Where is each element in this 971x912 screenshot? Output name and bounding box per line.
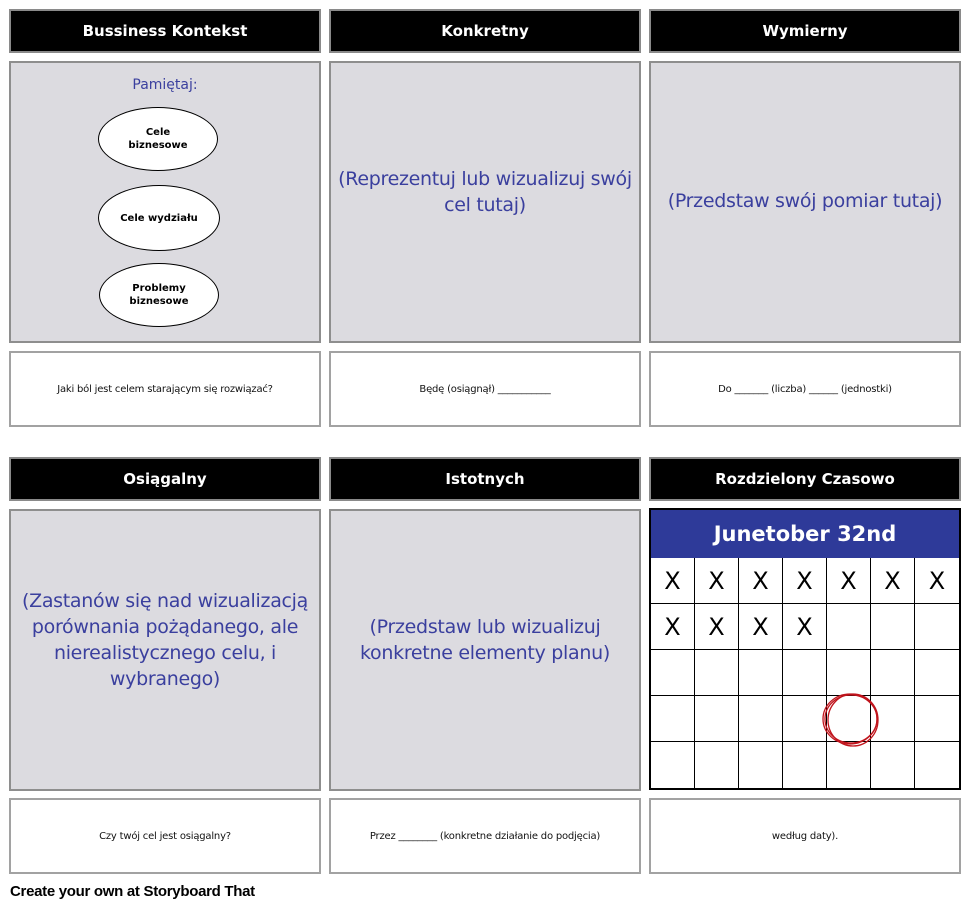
scene-text-specific: (Reprezentuj lub wizualizuj swój cel tutaj) [338,168,632,216]
calendar-day-cell [695,696,739,742]
calendar-day-cell [827,604,871,650]
panel-title-specific: Konkretny [329,9,641,53]
scene-text-measurable: (Przedstaw swój pomiar tutaj) [667,190,943,212]
panel-title-business-context: Bussiness Kontekst [9,9,321,53]
calendar-day-cell [783,742,827,788]
scene-specific [329,61,641,343]
panel-title-measurable: Wymierny [649,9,961,53]
oval-business-goals: Cele biznesowe [98,107,218,171]
calendar-day-cell [871,650,915,696]
calendar-day-cell [739,696,783,742]
calendar-day-cell [739,742,783,788]
caption-relevant: Przez ________ (konkretne działanie do podjęcia) [329,798,641,874]
caption-achievable: Czy twój cel jest osiągalny? [9,798,321,874]
calendar-day-cell: X [651,558,695,604]
calendar [649,508,961,790]
calendar-day-cell [915,696,959,742]
calendar-day-cell [871,604,915,650]
calendar-day-cell [827,742,871,788]
remember-label: Pamiętaj: [132,77,198,93]
caption-business-context: Jaki ból jest celem starającym się rozwiązać? [9,351,321,427]
calendar-day-cell: X [651,604,695,650]
scene-achievable [9,509,321,791]
calendar-day-cell [915,742,959,788]
calendar-day-cell [651,742,695,788]
calendar-day-cell [871,696,915,742]
calendar-day-cell: X [783,558,827,604]
caption-time-bound: według daty). [649,798,961,874]
calendar-day-cell [827,696,871,742]
calendar-day-cell [739,650,783,696]
scene-text-relevant: (Przedstaw lub wizualizuj konkretne elementy planu) [360,616,610,664]
calendar-day-cell [871,742,915,788]
calendar-day-cell [827,650,871,696]
scene-text-achievable: (Zastanów się nad wizualizacją porównania pożądanego, ale nierealistycznego celu, i wybranego) [21,590,309,690]
calendar-day-cell: X [871,558,915,604]
calendar-day-cell [783,650,827,696]
scene-relevant [329,509,641,791]
calendar-day-cell [651,696,695,742]
calendar-day-cell [915,604,959,650]
scene-measurable [649,61,961,343]
calendar-day-cell: X [827,558,871,604]
caption-specific: Będę (osiągnął) ___________ [329,351,641,427]
oval-business-problems: Problemy biznesowe [99,263,219,327]
panel-title-time-bound: Rozdzielony Czasowo [649,457,961,501]
calendar-day-cell [915,650,959,696]
oval-department-goals: Cele wydziału [98,185,220,251]
caption-measurable: Do _______ (liczba) ______ (jednostki) [649,351,961,427]
calendar-day-cell [651,650,695,696]
panel-title-relevant: Istotnych [329,457,641,501]
calendar-day-cell: X [695,604,739,650]
calendar-day-cell: X [739,604,783,650]
calendar-day-cell: X [915,558,959,604]
scene-business-context [9,61,321,343]
calendar-day-cell: X [695,558,739,604]
calendar-day-cell [783,696,827,742]
calendar-day-cell: X [739,558,783,604]
calendar-day-cell [695,650,739,696]
calendar-header: Junetober 32nd [651,510,959,558]
storyboard-credit[interactable]: Create your own at Storyboard That [10,883,255,900]
calendar-day-cell [695,742,739,788]
panel-title-achievable: Osiągalny [9,457,321,501]
calendar-grid [651,558,959,788]
calendar-day-cell: X [783,604,827,650]
